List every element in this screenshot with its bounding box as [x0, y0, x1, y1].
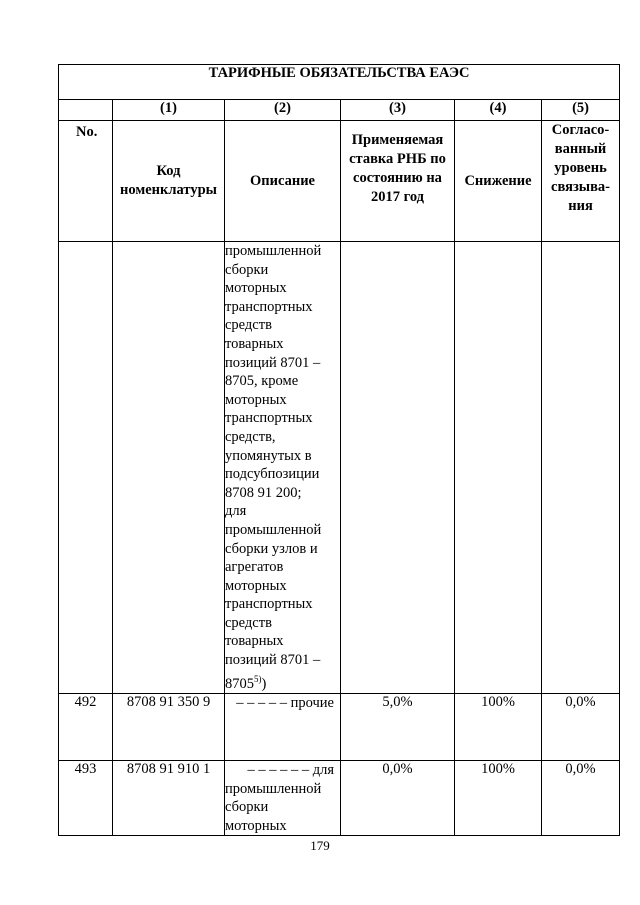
header-line: 2017 год — [370, 189, 424, 205]
description-line: транспортных — [225, 298, 313, 315]
header-bound-level — [542, 121, 620, 242]
column-number: (2) — [225, 100, 341, 121]
header-reduction: Снижение — [455, 121, 542, 242]
closing-paren: ) — [261, 675, 267, 692]
nomenclature-code: 8708 91 910 1 — [113, 761, 225, 836]
description-line: моторных — [225, 391, 287, 408]
row-number: 492 — [59, 694, 113, 761]
column-number: (4) — [455, 100, 542, 121]
table-row — [59, 761, 620, 836]
column-number-empty — [59, 100, 113, 121]
description-line: транспортных — [225, 410, 313, 427]
description-line: средств — [225, 317, 272, 334]
continuation-row — [59, 242, 620, 694]
header-no: No. — [59, 121, 113, 242]
header-description: Описание — [225, 121, 341, 242]
description-line: для — [225, 503, 247, 520]
bound-level: 0,0% — [542, 694, 620, 761]
tariff-table — [58, 64, 620, 836]
cell-empty — [455, 242, 542, 694]
cell-empty — [113, 242, 225, 694]
reduction: 100% — [455, 761, 542, 836]
reduction: 100% — [455, 694, 542, 761]
description-last-line — [225, 670, 340, 693]
header-line: ния — [568, 198, 593, 214]
table-title-row — [59, 65, 620, 100]
header-line: связыва- — [551, 179, 611, 195]
table-title: ТАРИФНЫЕ ОБЯЗАТЕЛЬСТВА ЕАЭС — [59, 65, 620, 100]
description-line: – – – – – прочие — [236, 695, 334, 712]
column-number: (1) — [113, 100, 225, 121]
description-line: промышленной — [225, 521, 322, 538]
cell-empty — [341, 242, 455, 694]
description-text: 8705 — [225, 675, 254, 692]
header-line: Применяемая — [351, 132, 444, 148]
description-line: товарных — [225, 335, 284, 352]
description-line: средств — [225, 614, 272, 631]
column-header-row — [59, 121, 620, 242]
continuation-description — [225, 242, 341, 694]
description-line: средств, — [225, 428, 276, 445]
row-description — [225, 761, 341, 836]
header-line: ванный — [554, 141, 607, 157]
cell-empty — [59, 242, 113, 694]
description-line: транспортных — [225, 596, 313, 613]
header-code — [113, 121, 225, 242]
header-line: Код — [156, 163, 181, 179]
header-line: номенклатуры — [120, 182, 217, 198]
header-line: состоянию на — [353, 170, 442, 186]
table-row — [59, 694, 620, 761]
description-line: позиций 8701 – — [225, 354, 321, 371]
header-line: Согласо- — [551, 122, 610, 138]
column-number: (5) — [542, 100, 620, 121]
applied-rate: 0,0% — [341, 761, 455, 836]
description-line: сборки — [225, 261, 269, 278]
description-line: 8708 91 200; — [225, 484, 302, 501]
description-line: сборки — [225, 799, 269, 816]
description-line: товарных — [225, 633, 284, 650]
header-line: уровень — [554, 160, 607, 176]
description-line: – – – – – – для — [247, 762, 334, 779]
cell-empty — [542, 242, 620, 694]
nomenclature-code: 8708 91 350 9 — [113, 694, 225, 761]
description-line: 8705, кроме — [225, 373, 299, 390]
column-number: (3) — [341, 100, 455, 121]
footnote-marker: 5) — [254, 673, 262, 684]
description-line: моторных — [225, 817, 287, 834]
description-line: позиций 8701 – — [225, 652, 321, 669]
header-applied-rate — [341, 121, 455, 242]
description-line: моторных — [225, 280, 287, 297]
description-line: моторных — [225, 577, 287, 594]
page-number: 179 — [310, 838, 330, 853]
header-line: ставка РНБ по — [349, 151, 446, 167]
description-line: упомянутых в — [225, 447, 312, 464]
description-line: агрегатов — [225, 559, 284, 576]
applied-rate: 5,0% — [341, 694, 455, 761]
row-description — [225, 694, 341, 761]
column-number-row — [59, 100, 620, 121]
description-line: промышленной — [225, 243, 322, 259]
row-number: 493 — [59, 761, 113, 836]
description-line: промышленной — [225, 780, 322, 797]
description-line: сборки узлов и — [225, 540, 318, 557]
description-line: подсубпозиции — [225, 466, 320, 483]
bound-level: 0,0% — [542, 761, 620, 836]
